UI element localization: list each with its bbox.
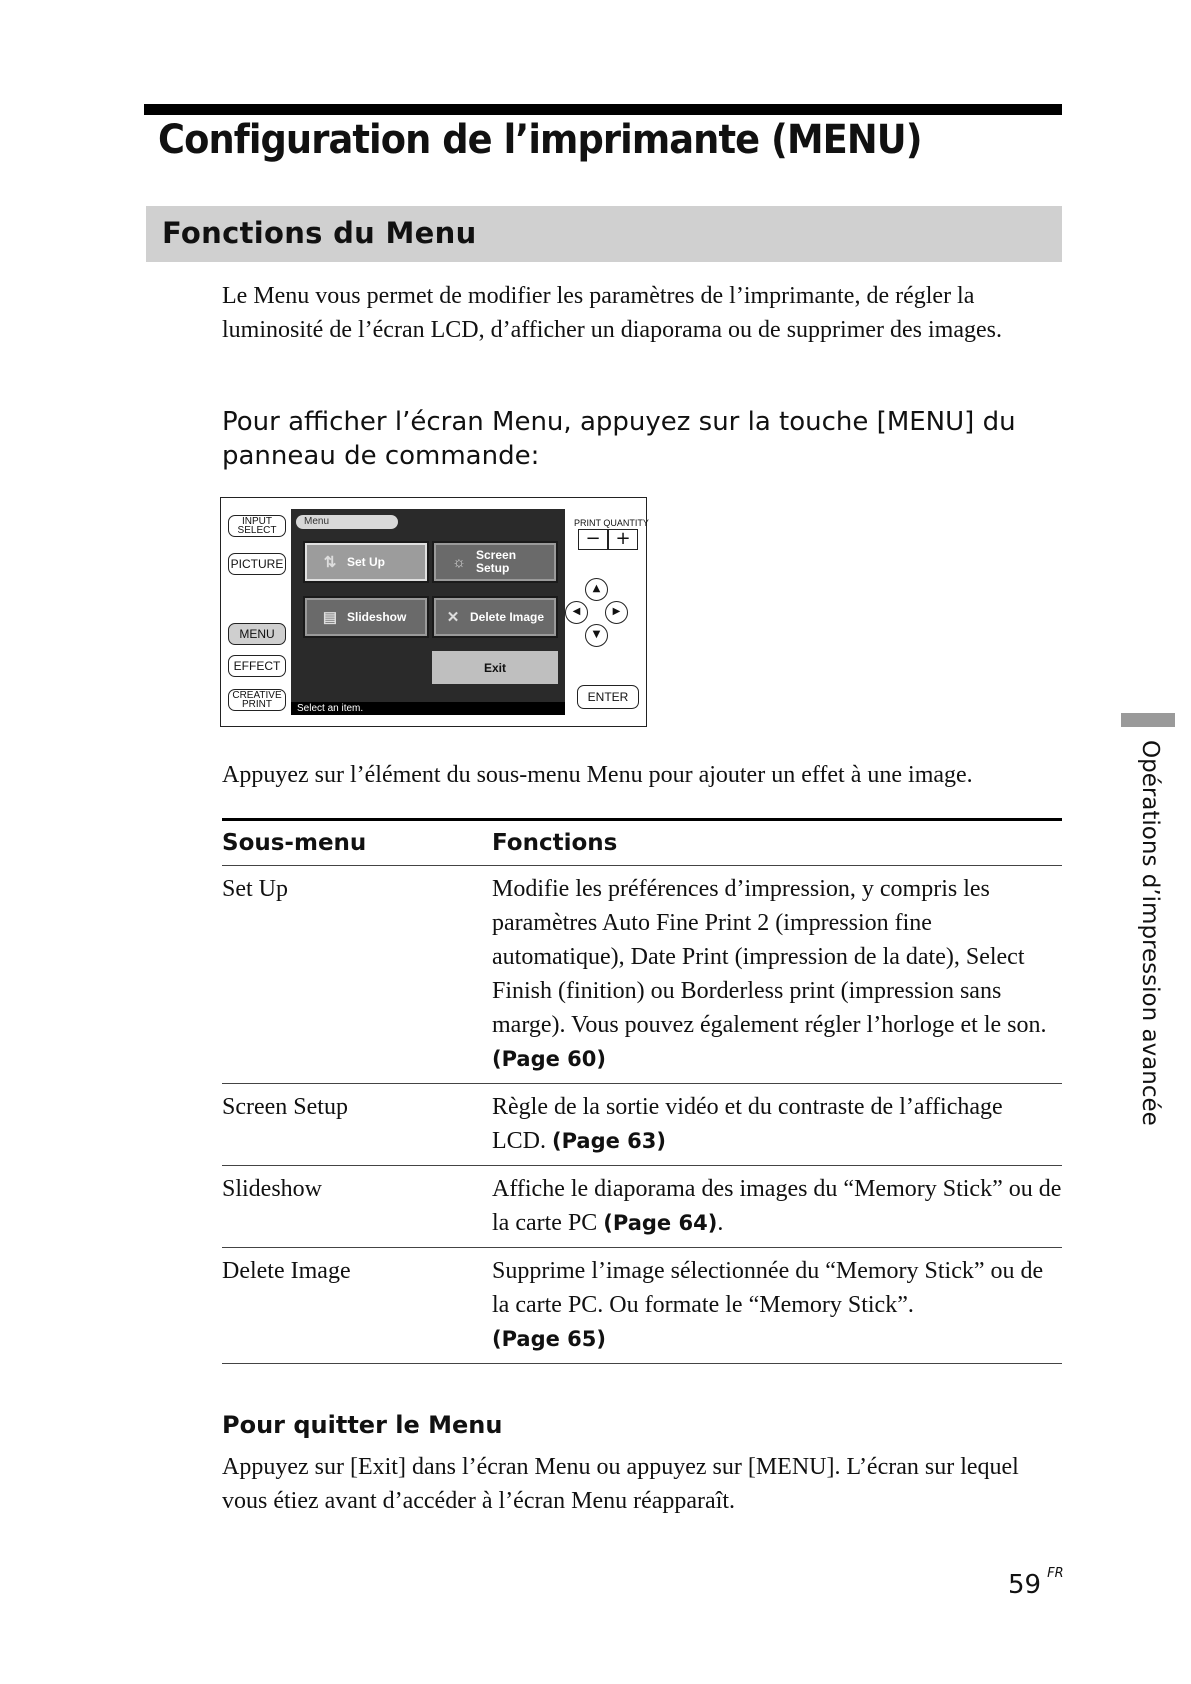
submenu-cell: Set Up <box>222 876 288 902</box>
page-reference: (Page 60) <box>492 1047 607 1071</box>
header-functions: Fonctions <box>492 830 618 856</box>
tile-screen-setup <box>432 541 558 583</box>
arrow-down-icon: ▼ <box>585 624 608 647</box>
submenu-cell: Delete Image <box>222 1258 351 1284</box>
tile-screen-setup-label: Screen Setup <box>476 548 517 575</box>
arrow-up-icon: ▲ <box>585 578 608 601</box>
enter-button: ENTER <box>577 685 639 709</box>
tile-delete-image-label: Delete Image <box>470 610 545 624</box>
page-reference: (Page 64) <box>603 1211 718 1235</box>
tile-slideshow <box>303 596 429 638</box>
page-number <box>1008 1566 1064 1600</box>
side-tab-marker <box>1121 713 1175 727</box>
tile-delete-image <box>432 596 558 638</box>
table-row <box>222 866 1062 1084</box>
function-text: Règle de la sortie vidéo et du contraste de l’affichage LCD. <box>492 1094 1003 1154</box>
lcd-menu-title: Menu <box>296 515 398 529</box>
page-reference: (Page 65) <box>492 1327 607 1351</box>
tile-set-up <box>303 541 429 583</box>
sun-icon: ☼ <box>452 553 466 571</box>
function-text: Modifie les préférences d’impression, y compris les paramètres Auto Fine Print 2 (impression fine automatique), Date Print (impression de la date), Select Finish (finition) ou Borderless print (impression sans marge). Vous pouvez également régler l’horloge et le son. <box>492 876 1047 1038</box>
table-row <box>222 1248 1062 1364</box>
function-cell <box>492 1172 1062 1240</box>
submenu-cell: Slideshow <box>222 1176 323 1202</box>
table-row <box>222 1166 1062 1248</box>
table-header-row <box>222 821 1062 866</box>
table-intro-note: Appuyez sur l’élément du sous-menu Menu pour ajouter un effet à une image. <box>222 762 973 788</box>
lcd-exit-button: Exit <box>432 651 558 684</box>
page-number-value: 59 <box>1008 1570 1042 1600</box>
menu-button: MENU <box>228 623 286 645</box>
function-text: Supprime l’image sélectionnée du “Memory Stick” ou de la carte PC. Ou formate le “Memory Stick”. <box>492 1258 1044 1318</box>
intro-paragraph: Le Menu vous permet de modifier les paramètres de l’imprimante, de régler la luminosité de l’écran LCD, d’afficher un diaporama ou de supprimer des images. <box>222 283 1002 343</box>
setup-icon: ⇅ <box>323 554 337 571</box>
slideshow-icon: ▤ <box>322 609 338 626</box>
submenu-cell: Screen Setup <box>222 1094 348 1120</box>
tile-set-up-label: Set Up <box>347 555 386 569</box>
side-tab-label: Opérations d’impression avancée <box>1137 740 1163 1126</box>
input-select-button: INPUT SELECT <box>228 515 286 537</box>
lcd-screen <box>291 509 565 715</box>
delete-x-icon: ✕ <box>446 609 460 626</box>
arrow-right-icon: ▶ <box>605 601 628 624</box>
lcd-status-bar: Select an item. <box>291 702 565 715</box>
print-quantity-label: PRINT QUANTITY <box>574 518 649 528</box>
submenu-table <box>222 818 1062 1364</box>
table-row <box>222 1084 1062 1166</box>
function-suffix: . <box>717 1210 724 1236</box>
section-header <box>146 206 1062 262</box>
section-title: Fonctions du Menu <box>162 216 477 250</box>
quit-paragraph: Appuyez sur [Exit] dans l’écran Menu ou appuyez sur [MENU]. L’écran sur lequel vous étiez avant d’accéder à l’écran Menu réapparaît. <box>222 1454 1019 1514</box>
effect-button: EFFECT <box>228 655 286 677</box>
picture-button: PICTURE <box>228 553 286 575</box>
function-cell <box>492 1090 1062 1158</box>
tile-slideshow-label: Slideshow <box>347 610 407 624</box>
plus-button: + <box>608 529 638 550</box>
header-submenu: Sous-menu <box>222 830 367 856</box>
page-reference: (Page 63) <box>552 1129 667 1153</box>
control-panel-illustration <box>220 497 647 727</box>
page-language: FR <box>1047 1566 1064 1581</box>
header-rule <box>144 104 1062 115</box>
creative-print-button: CREATIVE PRINT <box>228 689 286 711</box>
instruction-text: Pour afficher l’écran Menu, appuyez sur la touche [MENU] du panneau de commande: <box>222 407 1016 471</box>
arrow-left-icon: ◀ <box>565 601 588 624</box>
minus-button: − <box>578 529 608 550</box>
function-cell <box>492 1254 1062 1356</box>
page-title: Configuration de l’imprimante (MENU) <box>158 117 922 163</box>
function-text: Affiche le diaporama des images du “Memory Stick” ou de la carte PC <box>492 1176 1062 1236</box>
quit-heading: Pour quitter le Menu <box>222 1411 503 1439</box>
function-cell <box>492 872 1062 1076</box>
